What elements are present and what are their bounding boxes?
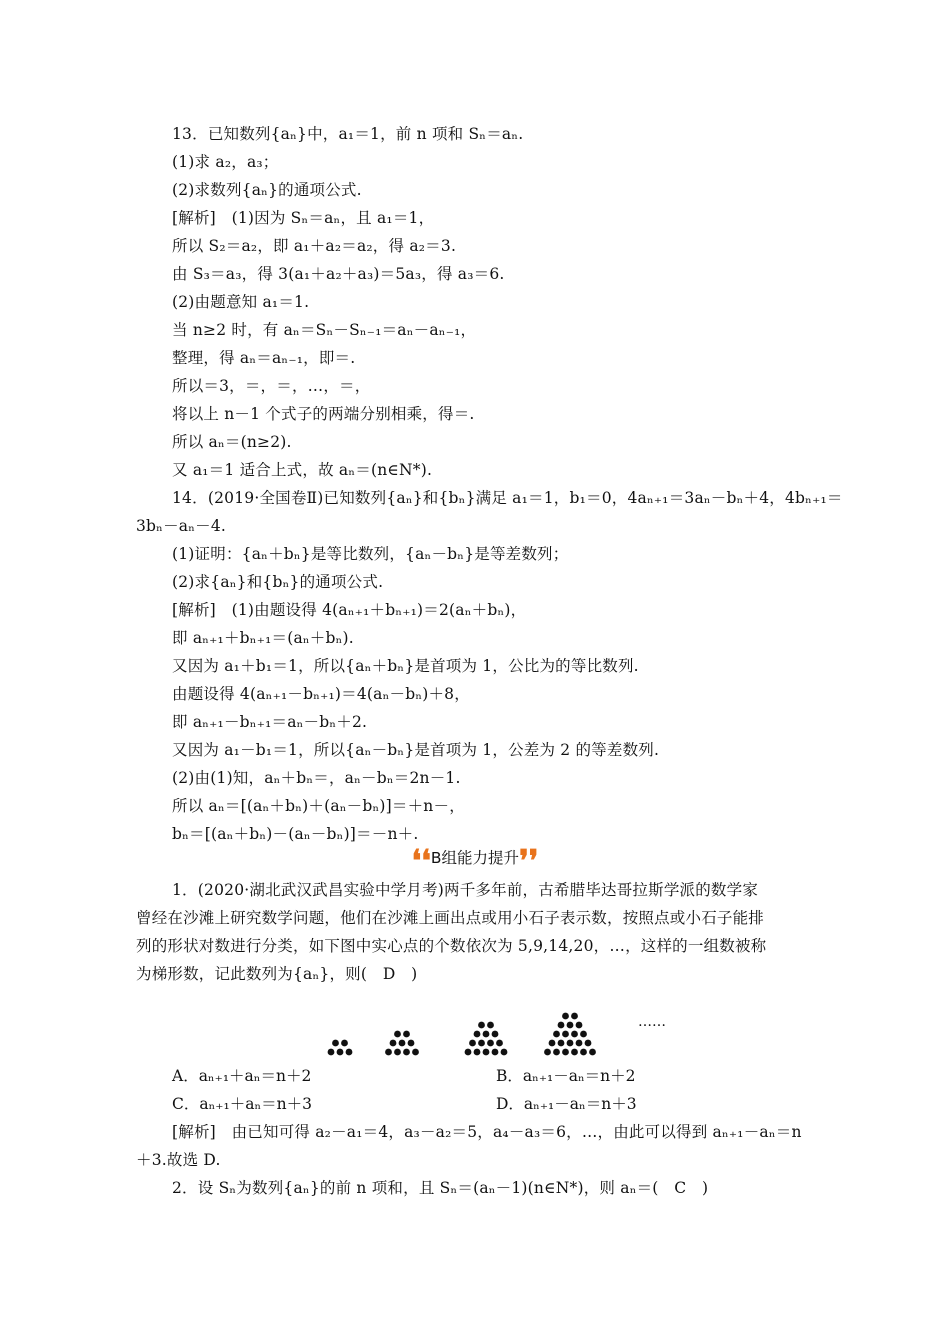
figure-4-dot (576, 1040, 583, 1047)
open-quote-icon: ❛❛ (411, 844, 431, 879)
figure-3-dot (496, 1040, 503, 1047)
figure-1-dot (346, 1049, 353, 1056)
figure-3-dot (465, 1049, 472, 1056)
figure-4-dot (571, 1049, 578, 1056)
figure-3-dot (487, 1022, 494, 1029)
problem-13-analysis-6: 整理，得 aₙ＝aₙ₋₁，即＝. (172, 349, 356, 367)
problem-14-analysis-5: 即 aₙ₊₁－bₙ₊₁＝aₙ－bₙ＋2. (172, 713, 368, 731)
figure-4-dot (571, 1031, 578, 1038)
figure-4-dot (549, 1040, 556, 1047)
problem-13-stem: 13．已知数列{aₙ}中，a₁＝1，前 n 项和 Sₙ＝aₙ. (172, 125, 524, 143)
problem-13-part1: (1)求 a₂，a₃； (172, 153, 279, 171)
q1-stem-1: 1．(2020·湖北武汉武昌实验中学月考)两千多年前，古希腊毕达哥拉斯学派的数学家 (172, 881, 759, 899)
problem-13-analysis-2: 所以 S₂＝a₂，即 a₁＋a₂＝a₂，得 a₂＝3. (172, 237, 457, 255)
problem-13-analysis-5: 当 n≥2 时，有 aₙ＝Sₙ－Sₙ₋₁＝aₙ－aₙ₋₁， (172, 321, 477, 339)
figure-1-dot (328, 1049, 335, 1056)
figure-4-dot (580, 1031, 587, 1038)
problem-14-part2: (2)求{aₙ}和{bₙ}的通项公式. (172, 573, 384, 591)
figure-3-dot (478, 1040, 485, 1047)
figure-1-dot (332, 1040, 339, 1047)
figure-3-dot (478, 1022, 485, 1029)
figure-3-dot (492, 1031, 499, 1038)
figure-4-dot (558, 1022, 565, 1029)
dots-group (328, 1013, 596, 1056)
figure-2-dot (385, 1049, 392, 1056)
problem-14-analysis-2: 即 aₙ₊₁＋bₙ₊₁＝(aₙ＋bₙ). (172, 629, 354, 647)
figure-4-dot (571, 1013, 578, 1020)
figure-3-dot (483, 1031, 490, 1038)
figure-3-dot (469, 1040, 476, 1047)
figure-4-dot (553, 1049, 560, 1056)
q1-stem-2: 曾经在沙滩上研究数学问题，他们在沙滩上画出点或用小石子表示数，按照点或小石子能排 (136, 909, 765, 927)
figure-2-dot (394, 1031, 401, 1038)
problem-13-analysis-9: 所以 aₙ＝(n≥2). (172, 433, 292, 451)
figure-2-dot (390, 1040, 397, 1047)
problem-13-analysis-10: 又 a₁＝1 适合上式，故 aₙ＝(n∈N*). (172, 461, 433, 479)
problem-14-analysis-7: (2)由(1)知，aₙ＋bₙ＝，aₙ－bₙ＝2n－1. (172, 769, 461, 787)
figure-4-dot (562, 1031, 569, 1038)
option-a: A．aₙ₊₁＋aₙ＝n＋2 (172, 1067, 312, 1085)
figure-4-dot (580, 1049, 587, 1056)
q1-stem-4: 为梯形数，记此数列为{aₙ}，则( D ) (136, 965, 418, 983)
problem-13-analysis-8: 将以上 n－1 个式子的两端分别相乘，得＝. (172, 405, 475, 423)
option-b: B．aₙ₊₁－aₙ＝n＋2 (496, 1067, 636, 1085)
close-quote-icon: ❜❜ (519, 844, 539, 879)
figure-1-dot (341, 1040, 348, 1047)
figure-4-dot (585, 1040, 592, 1047)
problem-14-analysis-3: 又因为 a₁＋b₁＝1，所以{aₙ＋bₙ}是首项为 1，公比为的等比数列. (172, 657, 639, 675)
problem-14-analysis-1: [解析] (1)由题设得 4(aₙ₊₁＋bₙ₊₁)＝2(aₙ＋bₙ)， (172, 601, 527, 619)
figure-4-dot (558, 1040, 565, 1047)
figure-2-dot (412, 1049, 419, 1056)
figure-3-dot (492, 1049, 499, 1056)
q1-analysis-1: [解析] 由已知可得 a₂－a₁＝4，a₃－a₂＝5，a₄－a₃＝6，…，由此可以得到 aₙ₊₁－aₙ＝n (172, 1123, 802, 1141)
figure-2-dot (403, 1031, 410, 1038)
figure-3-dot (474, 1031, 481, 1038)
problem-13-part2: (2)求数列{aₙ}的通项公式. (172, 181, 362, 199)
figure-4-dot (553, 1031, 560, 1038)
problem-14-analysis-6: 又因为 a₁－b₁＝1，所以{aₙ－bₙ}是首项为 1，公差为 2 的等差数列. (172, 741, 660, 759)
problem-14-stem-cont: 3bₙ－aₙ－4. (136, 517, 227, 535)
option-d: D．aₙ₊₁－aₙ＝n＋3 (496, 1095, 637, 1113)
figure-4-dot (576, 1022, 583, 1029)
figure-2-dot (403, 1049, 410, 1056)
figure-2-dot (408, 1040, 415, 1047)
trapezoid-dots-figure (310, 990, 670, 1060)
problem-13-analysis-7: 所以＝3，＝，＝，…，＝， (172, 377, 371, 395)
figure-2-dot (394, 1049, 401, 1056)
section-title (0, 844, 950, 879)
figure-3-dot (501, 1049, 508, 1056)
figure-3-dot (487, 1040, 494, 1047)
figure-1-dot (337, 1049, 344, 1056)
figure-4-dot (544, 1049, 551, 1056)
figure-4-dot (562, 1049, 569, 1056)
problem-14-part1: (1)证明：{aₙ＋bₙ}是等比数列，{aₙ－bₙ}是等差数列； (172, 545, 569, 563)
q1-analysis-2: ＋3.故选 D. (136, 1151, 221, 1169)
problem-13-analysis-3: 由 S₃＝a₃，得 3(a₁＋a₂＋a₃)＝5a₃，得 a₃＝6. (172, 265, 505, 283)
figure-2-dot (399, 1040, 406, 1047)
option-c: C．aₙ₊₁＋aₙ＝n＋3 (172, 1095, 312, 1113)
figure-3-dot (474, 1049, 481, 1056)
q1-stem-3: 列的形状对数进行分类，如下图中实心点的个数依次为 5,9,14,20，…，这样的一组数被称 (136, 937, 767, 955)
problem-13-analysis-1: [解析] (1)因为 Sₙ＝aₙ，且 a₁＝1， (172, 209, 435, 227)
figure-ellipsis: …… (638, 1014, 666, 1030)
section-title-label: B组能力提升 (430, 849, 520, 867)
problem-14-analysis-8: 所以 aₙ＝[(aₙ＋bₙ)＋(aₙ－bₙ)]＝＋n－， (172, 797, 465, 815)
figure-4-dot (589, 1049, 596, 1056)
problem-13-analysis-4: (2)由题意知 a₁＝1. (172, 293, 310, 311)
problem-14-analysis-9: bₙ＝[(aₙ＋bₙ)－(aₙ－bₙ)]＝－n＋. (172, 825, 419, 843)
q2-stem: 2．设 Sₙ为数列{aₙ}的前 n 项和，且 Sₙ＝(aₙ－1)(n∈N*)，则 aₙ＝( C ) (172, 1179, 709, 1197)
figure-3-dot (483, 1049, 490, 1056)
figure-4-dot (567, 1040, 574, 1047)
figure-4-dot (562, 1013, 569, 1020)
problem-14-analysis-4: 由题设得 4(aₙ₊₁－bₙ₊₁)＝4(aₙ－bₙ)＋8， (172, 685, 470, 703)
figure-4-dot (567, 1022, 574, 1029)
problem-14-stem: 14．(2019·全国卷Ⅱ)已知数列{aₙ}和{bₙ}满足 a₁＝1，b₁＝0，4aₙ₊₁＝3aₙ－bₙ＋4，4bₙ₊₁＝ (172, 489, 843, 507)
